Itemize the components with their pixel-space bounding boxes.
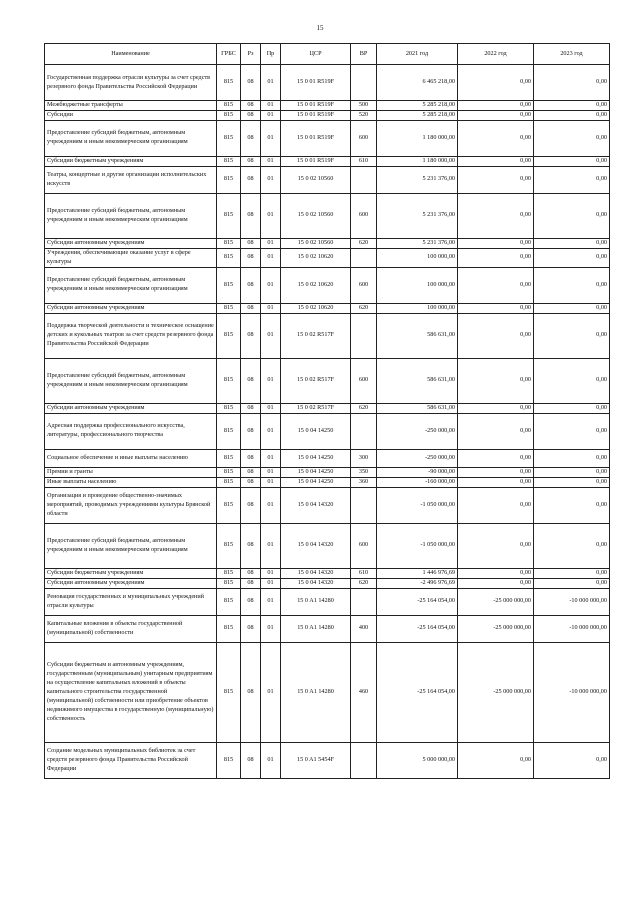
cell-rz: 08 (241, 267, 261, 303)
header-grbs: ГРБС (217, 44, 241, 65)
cell-y2021: 586 631,00 (377, 403, 458, 413)
table-row (45, 110, 610, 120)
cell-name: Социальное обеспечение и иные выплаты населению (45, 449, 217, 467)
cell-rz: 08 (241, 742, 261, 778)
table-row (45, 120, 610, 156)
cell-y2021: -160 000,00 (377, 477, 458, 487)
cell-grbs: 815 (217, 313, 241, 358)
cell-grbs: 815 (217, 193, 241, 238)
cell-name: Капитальные вложения в объекты государственной (муниципальной) собственности (45, 615, 217, 642)
cell-rz: 08 (241, 477, 261, 487)
cell-y2021: 1 180 000,00 (377, 156, 458, 166)
cell-y2022: 0,00 (458, 267, 534, 303)
cell-y2023: 0,00 (534, 193, 610, 238)
cell-vr: 620 (351, 303, 377, 313)
cell-y2021: 5 231 376,00 (377, 166, 458, 193)
cell-vr (351, 487, 377, 523)
cell-y2022: 0,00 (458, 413, 534, 449)
table-row (45, 578, 610, 588)
cell-rz: 08 (241, 413, 261, 449)
cell-pr: 01 (261, 267, 281, 303)
cell-pr: 01 (261, 110, 281, 120)
table-row (45, 65, 610, 101)
cell-grbs: 815 (217, 578, 241, 588)
cell-name: Театры, концертные и другие организации исполнительских искусств (45, 166, 217, 193)
table-row (45, 477, 610, 487)
cell-rz: 08 (241, 615, 261, 642)
cell-vr: 620 (351, 578, 377, 588)
cell-csr: 15 0 02 10560 (281, 238, 351, 248)
cell-grbs: 815 (217, 449, 241, 467)
budget-table (44, 43, 610, 779)
cell-y2021: 100 000,00 (377, 303, 458, 313)
cell-y2021: -25 164 054,00 (377, 615, 458, 642)
cell-csr: 15 0 01 R519F (281, 156, 351, 166)
cell-name: Субсидии автономным учреждениям (45, 238, 217, 248)
cell-y2022: 0,00 (458, 303, 534, 313)
cell-name: Субсидии (45, 110, 217, 120)
cell-rz: 08 (241, 358, 261, 403)
cell-pr: 01 (261, 588, 281, 615)
cell-pr: 01 (261, 578, 281, 588)
cell-csr: 15 0 A1 14280 (281, 615, 351, 642)
cell-y2021: 100 000,00 (377, 248, 458, 267)
cell-pr: 01 (261, 568, 281, 578)
cell-y2023: 0,00 (534, 487, 610, 523)
cell-csr: 15 0 A1 14280 (281, 642, 351, 742)
table-body (45, 65, 610, 779)
cell-grbs: 815 (217, 615, 241, 642)
cell-grbs: 815 (217, 588, 241, 615)
cell-name: Субсидии бюджетным и автономным учреждениям, государственным (муниципальным) унитарным предприятиям на осуществление капитальных вложений в объекты капитального строительства государственной (муниципальной) собственности или приобретение объектов недвижимого имущества в государственную (муниципальную) собственность (45, 642, 217, 742)
cell-y2023: 0,00 (534, 65, 610, 101)
header-2021: 2021 год (377, 44, 458, 65)
cell-y2021: -250 000,00 (377, 449, 458, 467)
cell-vr: 610 (351, 568, 377, 578)
cell-name: Предоставление субсидий бюджетным, автономным учреждениям и иным некоммерческим организациям (45, 267, 217, 303)
cell-grbs: 815 (217, 166, 241, 193)
cell-pr: 01 (261, 403, 281, 413)
cell-name: Субсидии бюджетным учреждениям (45, 156, 217, 166)
cell-csr: 15 0 02 10560 (281, 166, 351, 193)
cell-grbs: 815 (217, 413, 241, 449)
cell-csr: 15 0 01 R519F (281, 101, 351, 111)
cell-y2021: 5 231 376,00 (377, 193, 458, 238)
cell-rz: 08 (241, 193, 261, 238)
table-row (45, 742, 610, 778)
cell-grbs: 815 (217, 120, 241, 156)
cell-csr: 15 0 02 10620 (281, 248, 351, 267)
cell-y2022: 0,00 (458, 523, 534, 568)
cell-y2022: 0,00 (458, 313, 534, 358)
cell-rz: 08 (241, 110, 261, 120)
cell-y2023: 0,00 (534, 477, 610, 487)
cell-y2022: 0,00 (458, 120, 534, 156)
cell-y2022: 0,00 (458, 110, 534, 120)
cell-pr: 01 (261, 193, 281, 238)
cell-name: Создание модельных муниципальных библиотек за счет средств резервного фонда Правительства Российской Федерации (45, 742, 217, 778)
table-row (45, 403, 610, 413)
cell-y2022: -25 000 000,00 (458, 588, 534, 615)
cell-vr (351, 742, 377, 778)
cell-y2023: -10 000 000,00 (534, 588, 610, 615)
cell-y2021: 586 631,00 (377, 358, 458, 403)
cell-y2022: 0,00 (458, 578, 534, 588)
cell-rz: 08 (241, 65, 261, 101)
cell-pr: 01 (261, 120, 281, 156)
cell-csr: 15 0 04 14320 (281, 487, 351, 523)
cell-rz: 08 (241, 403, 261, 413)
cell-vr: 600 (351, 523, 377, 568)
cell-y2023: 0,00 (534, 156, 610, 166)
cell-y2023: 0,00 (534, 120, 610, 156)
cell-y2022: 0,00 (458, 487, 534, 523)
cell-name: Предоставление субсидий бюджетным, автономным учреждениям и иным некоммерческим организациям (45, 358, 217, 403)
table-row (45, 449, 610, 467)
cell-csr: 15 0 02 R517F (281, 358, 351, 403)
cell-name: Субсидии автономным учреждениям (45, 303, 217, 313)
cell-grbs: 815 (217, 248, 241, 267)
cell-y2023: 0,00 (534, 313, 610, 358)
cell-rz: 08 (241, 487, 261, 523)
cell-y2023: 0,00 (534, 742, 610, 778)
cell-pr: 01 (261, 467, 281, 477)
cell-vr: 600 (351, 193, 377, 238)
cell-rz: 08 (241, 303, 261, 313)
cell-pr: 01 (261, 358, 281, 403)
cell-pr: 01 (261, 156, 281, 166)
cell-csr: 15 0 02 10560 (281, 193, 351, 238)
cell-y2022: 0,00 (458, 467, 534, 477)
cell-y2022: 0,00 (458, 156, 534, 166)
cell-grbs: 815 (217, 742, 241, 778)
table-row (45, 642, 610, 742)
header-csr: ЦСР (281, 44, 351, 65)
cell-vr: 600 (351, 267, 377, 303)
cell-vr: 300 (351, 449, 377, 467)
cell-rz: 08 (241, 568, 261, 578)
cell-y2023: 0,00 (534, 238, 610, 248)
cell-grbs: 815 (217, 358, 241, 403)
cell-y2022: 0,00 (458, 101, 534, 111)
cell-y2021: 100 000,00 (377, 267, 458, 303)
cell-pr: 01 (261, 101, 281, 111)
cell-rz: 08 (241, 313, 261, 358)
cell-grbs: 815 (217, 568, 241, 578)
cell-csr: 15 0 01 R519F (281, 120, 351, 156)
cell-rz: 08 (241, 578, 261, 588)
cell-csr: 15 0 04 14250 (281, 477, 351, 487)
cell-pr: 01 (261, 449, 281, 467)
cell-grbs: 815 (217, 303, 241, 313)
table-row (45, 358, 610, 403)
cell-rz: 08 (241, 588, 261, 615)
cell-y2021: 5 285 218,00 (377, 101, 458, 111)
header-2023: 2023 год (534, 44, 610, 65)
cell-vr: 460 (351, 642, 377, 742)
cell-y2021: -90 000,00 (377, 467, 458, 477)
cell-pr: 01 (261, 487, 281, 523)
cell-pr: 01 (261, 742, 281, 778)
cell-y2023: 0,00 (534, 267, 610, 303)
cell-csr: 15 0 01 R519F (281, 110, 351, 120)
cell-rz: 08 (241, 166, 261, 193)
cell-rz: 08 (241, 101, 261, 111)
cell-csr: 15 0 02 10620 (281, 303, 351, 313)
cell-grbs: 815 (217, 403, 241, 413)
cell-grbs: 815 (217, 65, 241, 101)
cell-y2021: 5 231 376,00 (377, 238, 458, 248)
table-row (45, 156, 610, 166)
header-rz: Рз (241, 44, 261, 65)
table-row (45, 413, 610, 449)
cell-name: Поддержка творческой деятельности и техническое оснащение детских и кукольных театров за счет средств резервного фонда Правительства Российской Федерации (45, 313, 217, 358)
cell-pr: 01 (261, 642, 281, 742)
table-row (45, 303, 610, 313)
cell-rz: 08 (241, 449, 261, 467)
cell-y2022: -25 000 000,00 (458, 615, 534, 642)
table-row (45, 523, 610, 568)
cell-y2023: 0,00 (534, 467, 610, 477)
cell-name: Организация и проведение общественно-значимых мероприятий, проводимых учреждениями культуры Брянской области (45, 487, 217, 523)
cell-vr: 360 (351, 477, 377, 487)
cell-pr: 01 (261, 248, 281, 267)
cell-y2021: 586 631,00 (377, 313, 458, 358)
cell-name: Предоставление субсидий бюджетным, автономным учреждениям и иным некоммерческим организациям (45, 523, 217, 568)
cell-name: Предоставление субсидий бюджетным, автономным учреждениям и иным некоммерческим организациям (45, 193, 217, 238)
cell-y2021: -1 050 000,00 (377, 523, 458, 568)
cell-y2023: -10 000 000,00 (534, 642, 610, 742)
cell-y2022: 0,00 (458, 193, 534, 238)
cell-csr: 15 0 01 R519F (281, 65, 351, 101)
cell-vr: 610 (351, 156, 377, 166)
table-row (45, 313, 610, 358)
cell-y2021: 6 465 218,00 (377, 65, 458, 101)
cell-vr: 350 (351, 467, 377, 477)
cell-y2023: 0,00 (534, 413, 610, 449)
cell-y2023: 0,00 (534, 449, 610, 467)
cell-pr: 01 (261, 166, 281, 193)
header-vr: ВР (351, 44, 377, 65)
table-row (45, 248, 610, 267)
table-row (45, 588, 610, 615)
cell-y2022: 0,00 (458, 65, 534, 101)
cell-y2023: 0,00 (534, 248, 610, 267)
cell-vr (351, 413, 377, 449)
cell-y2023: 0,00 (534, 568, 610, 578)
cell-vr: 500 (351, 101, 377, 111)
cell-y2022: 0,00 (458, 568, 534, 578)
cell-y2023: 0,00 (534, 403, 610, 413)
cell-pr: 01 (261, 477, 281, 487)
cell-y2022: 0,00 (458, 477, 534, 487)
cell-csr: 15 0 04 14320 (281, 578, 351, 588)
cell-y2021: 1 180 000,00 (377, 120, 458, 156)
header-pr: Пр (261, 44, 281, 65)
cell-y2023: 0,00 (534, 110, 610, 120)
table-row (45, 166, 610, 193)
cell-grbs: 815 (217, 487, 241, 523)
cell-y2021: -25 164 054,00 (377, 588, 458, 615)
cell-pr: 01 (261, 65, 281, 101)
cell-y2022: 0,00 (458, 238, 534, 248)
cell-grbs: 815 (217, 267, 241, 303)
cell-y2023: 0,00 (534, 578, 610, 588)
cell-rz: 08 (241, 523, 261, 568)
cell-grbs: 815 (217, 477, 241, 487)
cell-csr: 15 0 04 14320 (281, 568, 351, 578)
cell-csr: 15 0 04 14250 (281, 413, 351, 449)
cell-grbs: 815 (217, 523, 241, 568)
page-number: 15 (316, 24, 324, 32)
cell-name: Государственная поддержка отрасли культуры за счет средств резервного фонда Правительства Российской Федерации (45, 65, 217, 101)
cell-csr: 15 0 04 14250 (281, 467, 351, 477)
header-2022: 2022 год (458, 44, 534, 65)
cell-csr: 15 0 A1 5454F (281, 742, 351, 778)
cell-y2023: 0,00 (534, 523, 610, 568)
cell-grbs: 815 (217, 467, 241, 477)
cell-csr: 15 0 02 10620 (281, 267, 351, 303)
table-row (45, 267, 610, 303)
cell-y2022: 0,00 (458, 358, 534, 403)
cell-y2021: -2 496 976,69 (377, 578, 458, 588)
cell-vr: 520 (351, 110, 377, 120)
cell-y2023: 0,00 (534, 166, 610, 193)
cell-pr: 01 (261, 313, 281, 358)
cell-csr: 15 0 A1 14280 (281, 588, 351, 615)
cell-name: Адресная поддержка профессионального искусства, литературы, профессионального творчества (45, 413, 217, 449)
cell-y2022: 0,00 (458, 166, 534, 193)
cell-vr: 600 (351, 358, 377, 403)
table-row (45, 568, 610, 578)
cell-y2021: 5 285 218,00 (377, 110, 458, 120)
cell-name: Межбюджетные трансферты (45, 101, 217, 111)
cell-vr (351, 313, 377, 358)
table-header-row (45, 44, 610, 65)
cell-y2021: 1 446 976,69 (377, 568, 458, 578)
cell-csr: 15 0 04 14320 (281, 523, 351, 568)
cell-y2023: 0,00 (534, 101, 610, 111)
cell-rz: 08 (241, 120, 261, 156)
cell-grbs: 815 (217, 110, 241, 120)
cell-y2021: -1 050 000,00 (377, 487, 458, 523)
header-name: Наименование (45, 44, 217, 65)
table-row (45, 193, 610, 238)
table-row (45, 467, 610, 477)
cell-y2023: 0,00 (534, 358, 610, 403)
cell-name: Реновация государственных и муниципальных учреждений отрасли культуры (45, 588, 217, 615)
cell-vr (351, 65, 377, 101)
table-row (45, 101, 610, 111)
cell-pr: 01 (261, 303, 281, 313)
cell-y2023: -10 000 000,00 (534, 615, 610, 642)
cell-y2022: 0,00 (458, 742, 534, 778)
cell-grbs: 815 (217, 101, 241, 111)
cell-name: Субсидии автономным учреждениям (45, 403, 217, 413)
cell-y2023: 0,00 (534, 303, 610, 313)
cell-rz: 08 (241, 248, 261, 267)
cell-vr (351, 588, 377, 615)
cell-pr: 01 (261, 523, 281, 568)
cell-grbs: 815 (217, 156, 241, 166)
cell-rz: 08 (241, 156, 261, 166)
cell-name: Субсидии бюджетным учреждениям (45, 568, 217, 578)
cell-name: Премии и гранты (45, 467, 217, 477)
cell-vr (351, 166, 377, 193)
cell-name: Предоставление субсидий бюджетным, автономным учреждениям и иным некоммерческим организациям (45, 120, 217, 156)
cell-vr: 400 (351, 615, 377, 642)
cell-vr (351, 248, 377, 267)
cell-vr: 620 (351, 403, 377, 413)
cell-vr: 600 (351, 120, 377, 156)
cell-rz: 08 (241, 467, 261, 477)
cell-y2022: -25 000 000,00 (458, 642, 534, 742)
cell-grbs: 815 (217, 642, 241, 742)
cell-csr: 15 0 04 14250 (281, 449, 351, 467)
cell-name: Субсидии автономным учреждениям (45, 578, 217, 588)
cell-csr: 15 0 02 R517F (281, 313, 351, 358)
cell-pr: 01 (261, 413, 281, 449)
cell-y2022: 0,00 (458, 248, 534, 267)
cell-vr: 620 (351, 238, 377, 248)
cell-name: Учреждения, обеспечивающие оказание услуг в сфере культуры (45, 248, 217, 267)
cell-y2021: -250 000,00 (377, 413, 458, 449)
cell-rz: 08 (241, 642, 261, 742)
table-row (45, 615, 610, 642)
table-row (45, 487, 610, 523)
cell-name: Иные выплаты населению (45, 477, 217, 487)
cell-pr: 01 (261, 615, 281, 642)
cell-grbs: 815 (217, 238, 241, 248)
cell-pr: 01 (261, 238, 281, 248)
cell-rz: 08 (241, 238, 261, 248)
cell-y2021: -25 164 054,00 (377, 642, 458, 742)
cell-y2022: 0,00 (458, 449, 534, 467)
cell-y2021: 5 000 000,00 (377, 742, 458, 778)
cell-y2022: 0,00 (458, 403, 534, 413)
cell-csr: 15 0 02 R517F (281, 403, 351, 413)
table-row (45, 238, 610, 248)
